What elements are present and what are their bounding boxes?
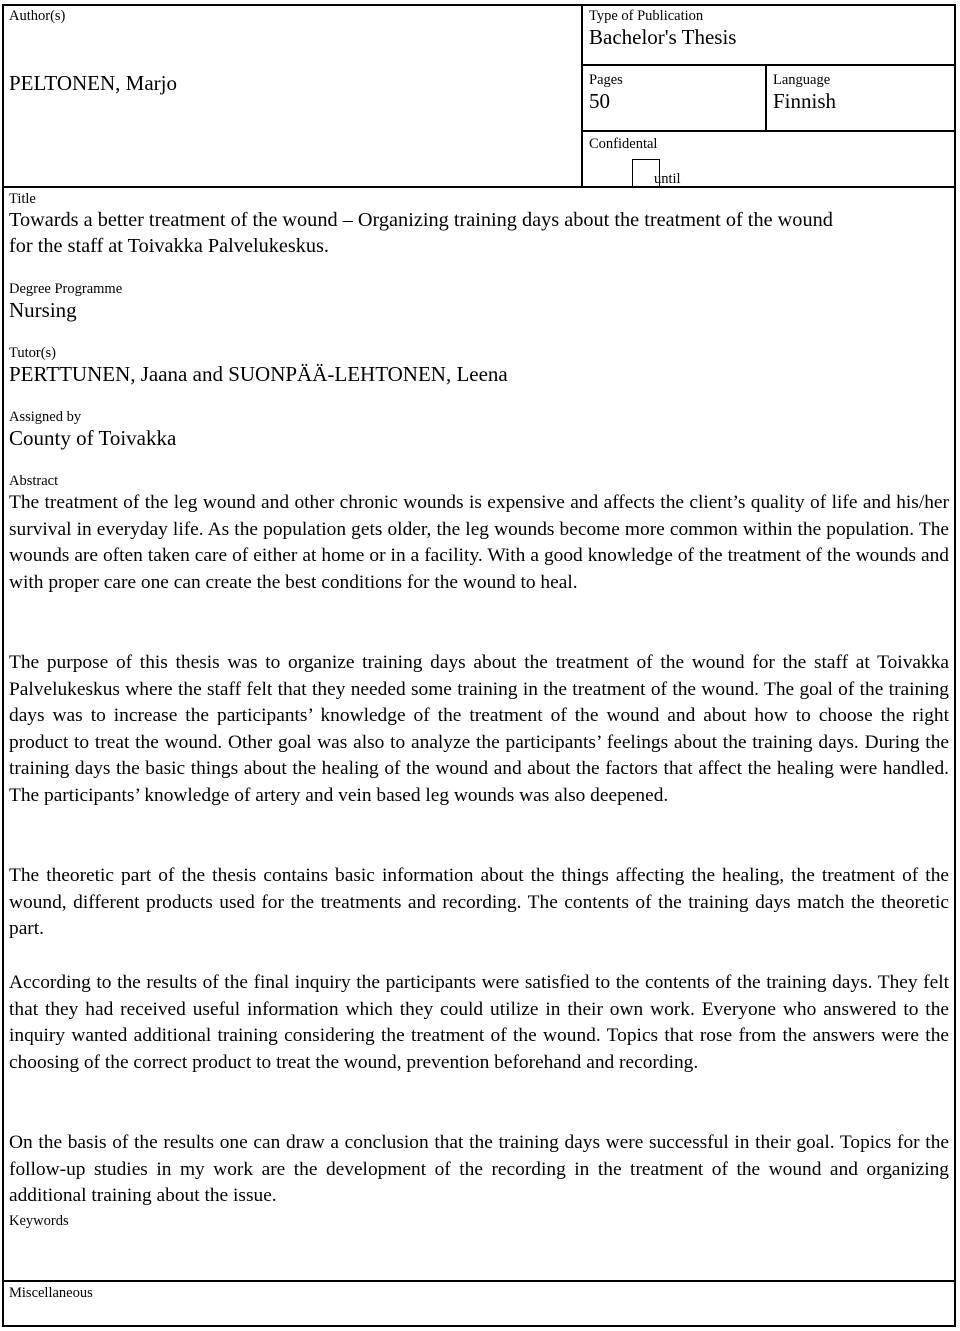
abstract-paragraph-3: The theoretic part of the thesis contains basic information about the things affecting the healing, the treatment of the wound, different products used for the treatments and recording. The contents of the training days match the theoretic part. [9,865,949,940]
language-label: Language [773,72,831,88]
assigned-by-label: Assigned by [9,409,82,425]
author-label: Author(s) [9,8,66,24]
tutors-value: PERTTUNEN, Jaana and SUONPÄÄ-LEHTONEN, Leena [9,362,508,386]
title-line-1: Towards a better treatment of the wound – Organizing training days about the treatment of the wound [9,209,833,231]
tutors-label: Tutor(s) [9,345,57,361]
abstract-paragraph-1: The treatment of the leg wound and other chronic wounds is expensive and affects the client’s quality of life and his/her survival in everyday life. As the population gets older, the leg wounds become more common within the population. The wounds are often taken care of either at home or in a facility. With a good knowledge of the treatment of the wounds and with proper care one can create the best conditions for the wound to heal. [9,492,949,593]
publication-type-value: Bachelor's Thesis [589,25,737,49]
degree-programme-value: Nursing [9,298,77,322]
pages-value: 50 [589,89,610,113]
author-column-divider [581,4,583,188]
miscellaneous-label: Miscellaneous [9,1285,93,1301]
pages-divider [581,130,956,132]
title-label: Title [9,191,36,207]
publication-type-divider [581,64,956,66]
pages-label: Pages [589,72,623,88]
abstract-paragraph-4: According to the results of the final inquiry the participants were satisfied to the contents of the training days. They felt that they had received useful information which they could utilize in their own work. Everyone who answered to the inquiry wanted additional training considering the treatment of the wound. Topics that rose from the answers were the choosing of the correct product to treat the wound, prevention beforehand and recording. [9,972,949,1073]
author-name: PELTONEN, Marjo [9,71,177,95]
title-line-2: for the staff at Toivakka Palvelukeskus. [9,235,330,257]
keywords-label: Keywords [9,1213,69,1229]
publication-type-label: Type of Publication [589,8,704,24]
pages-language-divider [765,64,767,132]
assigned-by-value: County of Toivakka [9,426,177,450]
confidential-until-label: until [654,171,681,187]
header-bottom-divider [2,186,956,188]
language-value: Finnish [773,89,837,113]
abstract-paragraph-2: The purpose of this thesis was to organize training days about the treatment of the wound for the staff at Toivakka Palvelukeskus where the staff felt that they needed some training in the treatment of the wound. The goal of the training days was to increase the participants’ knowledge of the treatment of the wound and about how to choose the right product to treat the wound. Other goal was also to analyze the participants’ feelings about the training days. During the training days the basic things about the healing of the wound and about the factors that affect the healing were handled. The participants’ knowledge of artery and vein based leg wounds was also deepened. [9,652,949,806]
abstract-label: Abstract [9,473,59,489]
miscellaneous-divider [2,1280,956,1282]
confidential-label: Confidental [589,136,658,152]
abstract-paragraph-5: On the basis of the results one can draw a conclusion that the training days were successful in their goal. Topics for the follow-up studies in my work are the development of the recording in the treatment of the wound and organizing additional training about the issue. [9,1132,949,1207]
degree-programme-label: Degree Programme [9,281,123,297]
